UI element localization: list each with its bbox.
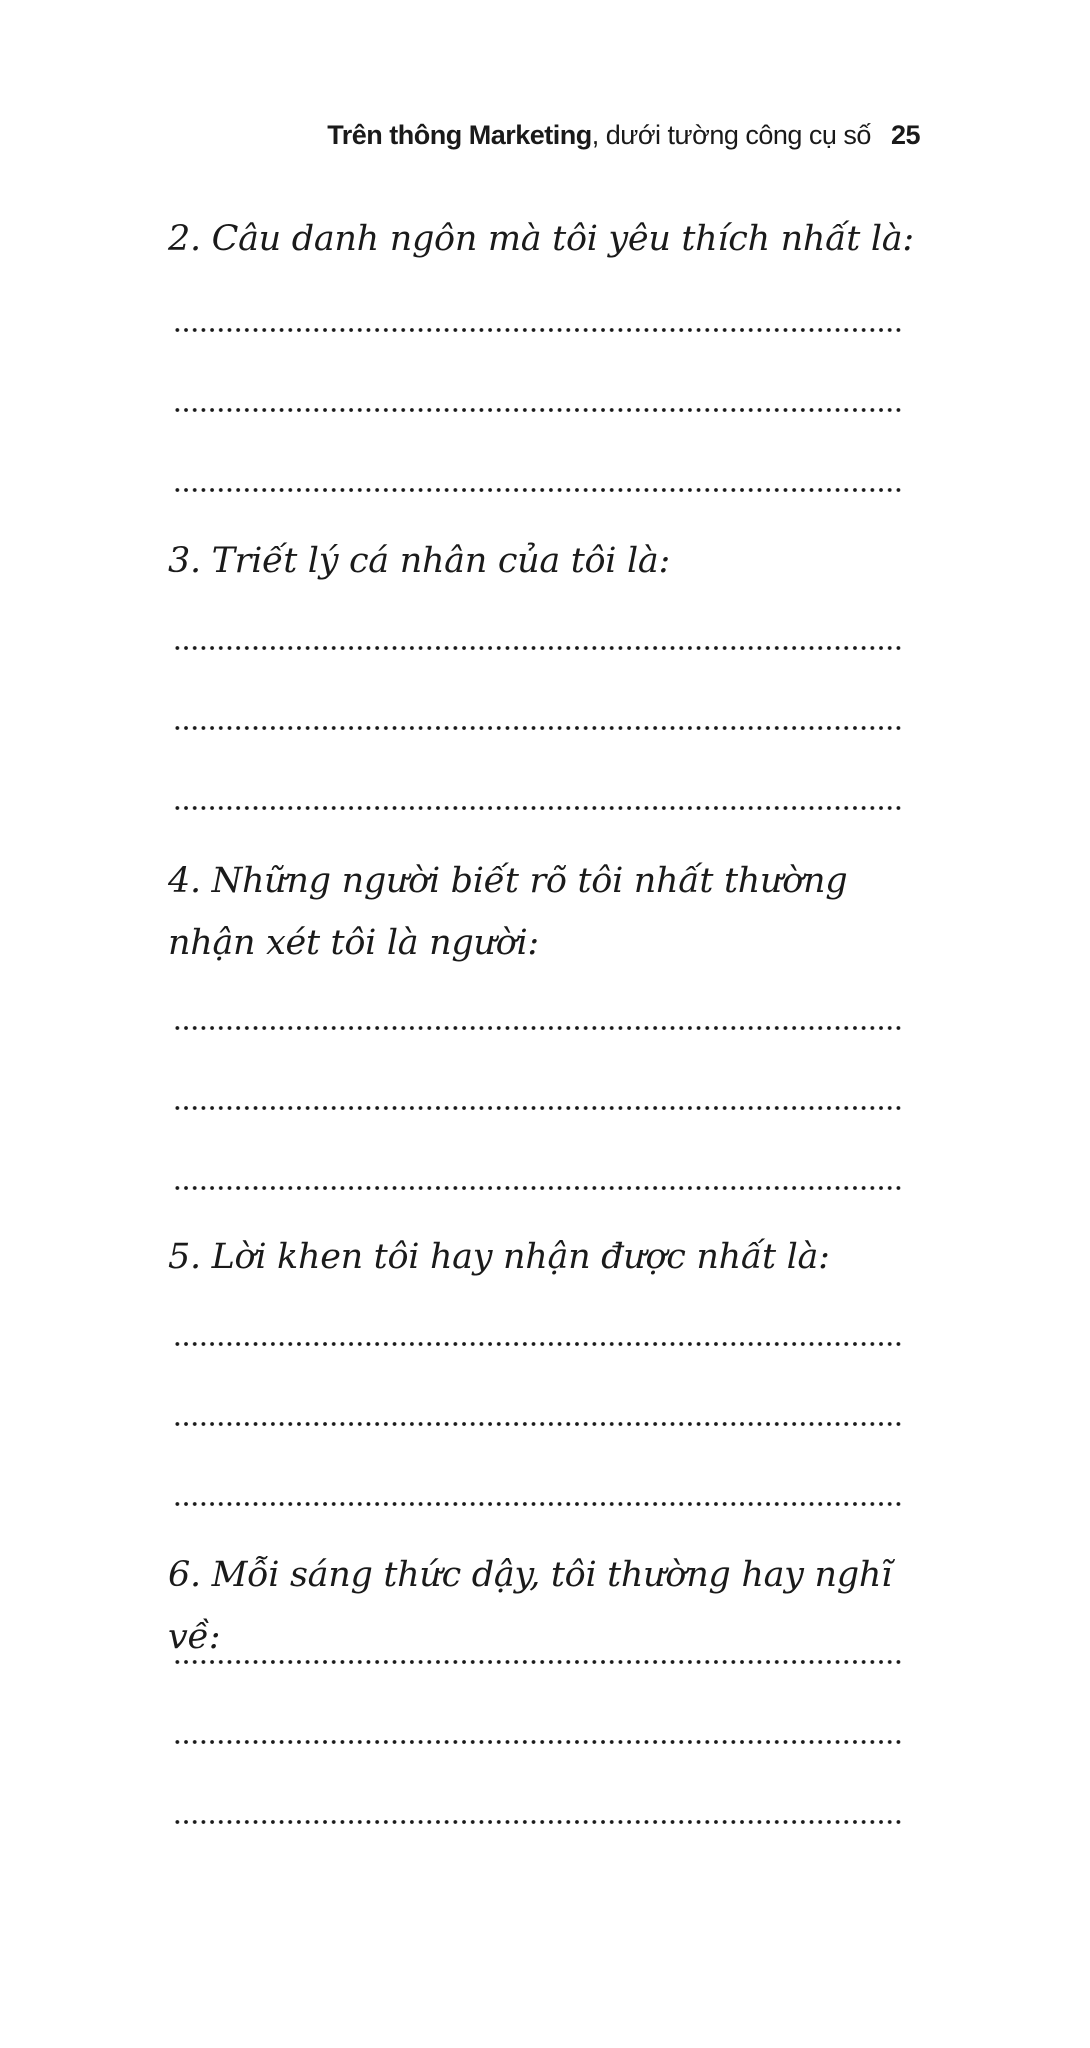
header-title-bold: Trên thông Marketing — [327, 120, 592, 150]
answer-line-5-1[interactable] — [173, 1340, 905, 1348]
answer-line-2-3[interactable] — [173, 486, 905, 494]
answer-line-6-1[interactable] — [173, 1658, 905, 1666]
answer-line-6-3[interactable] — [173, 1818, 905, 1826]
answer-line-5-3[interactable] — [173, 1500, 905, 1508]
answer-line-3-3[interactable] — [173, 804, 905, 812]
question-6: 6. Mỗi sáng thức dậy, tôi thường hay nghĩ về: — [168, 1555, 892, 1657]
page-number: 25 — [890, 120, 920, 150]
question-4: 4. Những người biết rõ tôi nhất thường nhận xét tôi là người: — [168, 861, 848, 963]
answer-line-4-3[interactable] — [173, 1184, 905, 1192]
question-2: 2. Câu danh ngôn mà tôi yêu thích nhất là: — [168, 219, 914, 259]
question-5: 5. Lời khen tôi hay nhận được nhất là: — [168, 1237, 830, 1277]
running-header — [0, 118, 920, 152]
answer-line-2-1[interactable] — [173, 326, 905, 334]
answer-line-2-2[interactable] — [173, 406, 905, 414]
question-3: 3. Triết lý cá nhân của tôi là: — [168, 541, 670, 581]
header-title-rest: , dưới tường công cụ số — [591, 120, 871, 150]
answer-line-3-1[interactable] — [173, 644, 905, 652]
answer-line-4-1[interactable] — [173, 1024, 905, 1032]
answer-line-6-2[interactable] — [173, 1738, 905, 1746]
answer-line-3-2[interactable] — [173, 724, 905, 732]
answer-line-4-2[interactable] — [173, 1104, 905, 1112]
answer-line-5-2[interactable] — [173, 1420, 905, 1428]
